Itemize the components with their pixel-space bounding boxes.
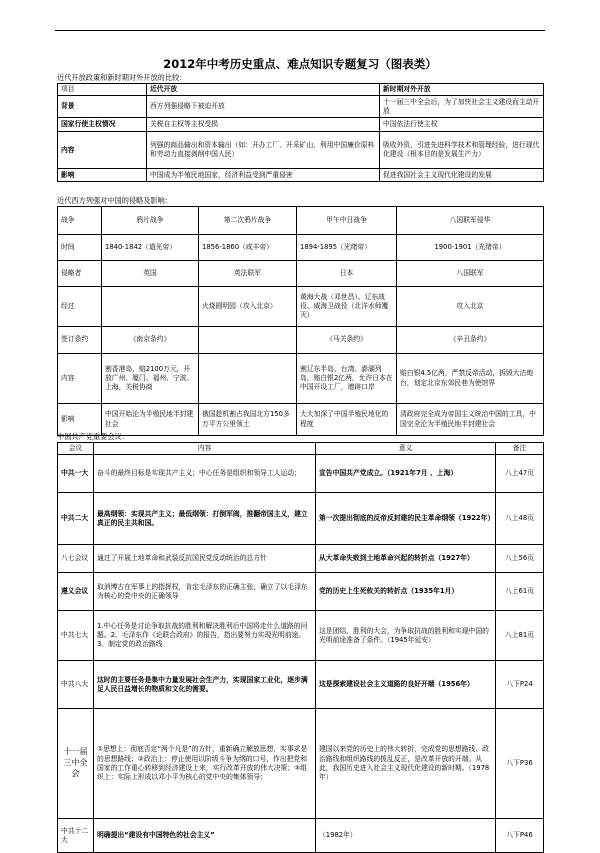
row-label: 时间 [58, 235, 102, 261]
meeting-note: 八下P24 [496, 661, 544, 709]
header-cell: 新时期对外开放 [380, 84, 544, 96]
row-label: 战争 [58, 207, 102, 235]
table-cell: 清政府完全成为帝国主义统治中国的工具，中国完全沦为半殖民地半封建社会 [397, 404, 544, 436]
meeting-content: 明确提出“建设有中国特色的社会主义” [94, 819, 316, 853]
table-cell: 十一届三中全会后，为了加快社会主义建设而主动开放 [380, 96, 544, 118]
table-cell: 攻入北京 [397, 287, 544, 327]
meeting-name: 中共十二大 [58, 819, 94, 853]
row-label: 国家行使主权情况 [58, 118, 147, 132]
meeting-name: 十一届三中全会 [58, 709, 94, 819]
table-cell: 1840-1842（道光帝） [102, 235, 199, 261]
row-label: 背景 [58, 96, 147, 118]
meeting-note: 八下P36 [496, 709, 544, 819]
table-cell [199, 327, 297, 354]
meeting-note: 八下P46 [496, 819, 544, 853]
table-cell: 八国联军 [397, 261, 544, 287]
table-cell: 日本 [297, 261, 397, 287]
war-name: 甲午中日战争 [297, 207, 397, 235]
table-cell: 关税自主权等主权受损 [147, 118, 380, 132]
table-cell: 吸收外资，引进先进科学技术和管理经验，进行现代化建设（根本目的是发展生产力） [380, 132, 544, 169]
meeting-meaning: 宣告中国共产党成立。（1921年7月 、上海） [316, 455, 496, 493]
table-cell: 1900-1901（光绪帝） [397, 235, 544, 261]
table-cell [102, 287, 199, 327]
row-label: 侵略者 [58, 261, 102, 287]
meeting-note: 八上56页 [496, 545, 544, 573]
meeting-meaning: 从大革命失败到土地革命兴起的转折点（1927年） [316, 545, 496, 573]
row-label: 经过 [58, 287, 102, 327]
meeting-content: 通过了开展土地革命和武装反抗国民党反动统治的总方针 [94, 545, 316, 573]
meeting-content: 最高纲领：实现共产主义；最低纲领：打倒军阀，推翻帝国主义，建立真正的民主共和国。 [94, 493, 316, 545]
meeting-meaning: 这是探索建设社会主义道路的良好开端（1956年） [316, 661, 496, 709]
table-cell: 赔白银4.5亿两，严禁反帝活动，拆毁大沽炮台，划定北京东郊民巷为使馆界 [397, 354, 544, 404]
table-cell: 火烧圆明园（攻入北京） [199, 287, 297, 327]
header-cell: 近代开放 [147, 84, 380, 96]
meeting-meaning: 建国以来党的历史上的伟大转折，完成党的思想路线、政治路线和组织路线的拨乱反正，是改革开放的开端。从此，我国历史进入社会主义现代化建设的新时期。（1978年） [316, 709, 496, 819]
table-cell: 1856-1860（咸丰帝） [199, 235, 297, 261]
opening-policy-table [57, 83, 544, 182]
meeting-name: 中共七大 [58, 611, 94, 661]
table-cell: 中国成为半殖民地国家，经济利益受到严重侵害 [147, 169, 380, 182]
header-cell: 备注 [496, 443, 544, 455]
row-label: 影响 [58, 169, 147, 182]
table-cell: 《南京条约》 [102, 327, 199, 354]
meeting-meaning: （1982年） [316, 819, 496, 853]
table-cell: 俄国趁机割占我国北方150多万平方公里领土 [199, 404, 297, 436]
row-label: 签订条约 [58, 327, 102, 354]
header-cell: 意义 [316, 443, 496, 455]
row-label: 内容 [58, 132, 147, 169]
table-cell: 割香港岛，赔2100万元，开放广州、厦门、福州、宁波、上海，关税协商 [102, 354, 199, 404]
header-rule [55, 30, 545, 31]
table-cell: 中国开始沦为半殖民地半封建社会 [102, 404, 199, 436]
table-cell: 黄海大战（邓世昌）、辽东战役、威海卫战役（北洋水师覆灭） [297, 287, 397, 327]
meeting-meaning: 党的历史上生死攸关的转折点（1935年1月） [316, 573, 496, 611]
war-name: 第二次鸦片战争 [199, 207, 297, 235]
war-name: 鸦片战争 [102, 207, 199, 235]
meeting-meaning: 第一次提出彻底的反帝反封建的民主革命纲领（1922年） [316, 493, 496, 545]
table2-caption: 近代西方列强对中国的侵略及影响： [57, 196, 173, 205]
meeting-note: 八上48页 [496, 493, 544, 545]
war-name: 八国联军侵华 [397, 207, 544, 235]
row-label: 内容 [58, 354, 102, 404]
meeting-name: 八七会议 [58, 545, 94, 573]
meeting-name: 中共二大 [58, 493, 94, 545]
meeting-name: 中共一大 [58, 455, 94, 493]
meeting-content: ①思想上：彻底否定“两个凡是”的方针，重新确立解放思想，实事求是的思想路线；②政治上：停止使用以阶级斗争为纲的口号，作出把党和国家的工作重心转移到经济建设上来，实行改革开放的伟大决策；③组织上：实际上形成以邓小平为核心的党中央的集体领导； [94, 709, 316, 819]
table3-caption: 中国共产党重要会议： [57, 432, 129, 441]
table-cell: 《马关条约》 [297, 327, 397, 354]
meeting-meaning: 这是团结、胜利的大会，为争取抗战的胜利和实现中国的光明前途准备了条件。（1945年延安） [316, 611, 496, 661]
header-cell: 会议 [58, 443, 94, 455]
table-cell: 英国 [102, 261, 199, 287]
row-label: 影响 [58, 404, 102, 436]
meeting-content: 这时的主要任务是集中力量发展社会生产力，实现国家工业化，逐步满足人民日益增长的物质和文化的需要。 [94, 661, 316, 709]
table-cell: 促进我国社会主义现代化建设的发展 [380, 169, 544, 182]
table-cell: 大大加深了中国半殖民地化的程度 [297, 404, 397, 436]
meeting-content: 1.中心任务是讨论争取抗战的胜利和解决胜利后中国将走什么道路的问题。2、毛泽东作《论联合政府》的报告，指出要努力实现光明前途。3、制定党的政治路线 [94, 611, 316, 661]
table-cell: 《辛丑条约》 [397, 327, 544, 354]
meeting-content: 奋斗的最终目标是实现共产主义；中心任务是组织和领导工人运动； [94, 455, 316, 493]
header-cell: 内容 [94, 443, 316, 455]
meeting-note: 八上47页 [496, 455, 544, 493]
table-cell: 1894-1895（光绪帝） [297, 235, 397, 261]
table-cell: 割辽东半岛、台湾、澎湖列岛，赔白银2亿两，允许日本在中国开设工厂，增辟口岸 [297, 354, 397, 404]
meeting-note: 八上61页 [496, 573, 544, 611]
meeting-content: 取消博古在军事上的指挥权，肯定毛泽东的正确主张，确立了以毛泽东为核心的党中央的正确领导 [94, 573, 316, 611]
table1-caption: 近代开放政策和新时期对外开放的比较： [57, 73, 187, 82]
meeting-name: 中共八大 [58, 661, 94, 709]
meeting-name: 遵义会议 [58, 573, 94, 611]
invasion-table [57, 206, 544, 436]
table-cell: 中国依法行使主权 [380, 118, 544, 132]
table-cell: 英法联军 [199, 261, 297, 287]
table-cell: 西方列强侵略下被迫开放 [147, 96, 380, 118]
table-cell: 列强的商品输出和资本输出（如：开办工厂、开采矿山，利用中国廉价原料和劳动力直接剥削中国人民） [147, 132, 380, 169]
meeting-note: 八上81页 [496, 611, 544, 661]
table-cell [199, 354, 297, 404]
page-title: 2012年中考历史重点、难点知识专题复习（图表类） [163, 57, 437, 71]
party-meetings-table [57, 442, 544, 853]
header-cell: 项目 [58, 84, 147, 96]
